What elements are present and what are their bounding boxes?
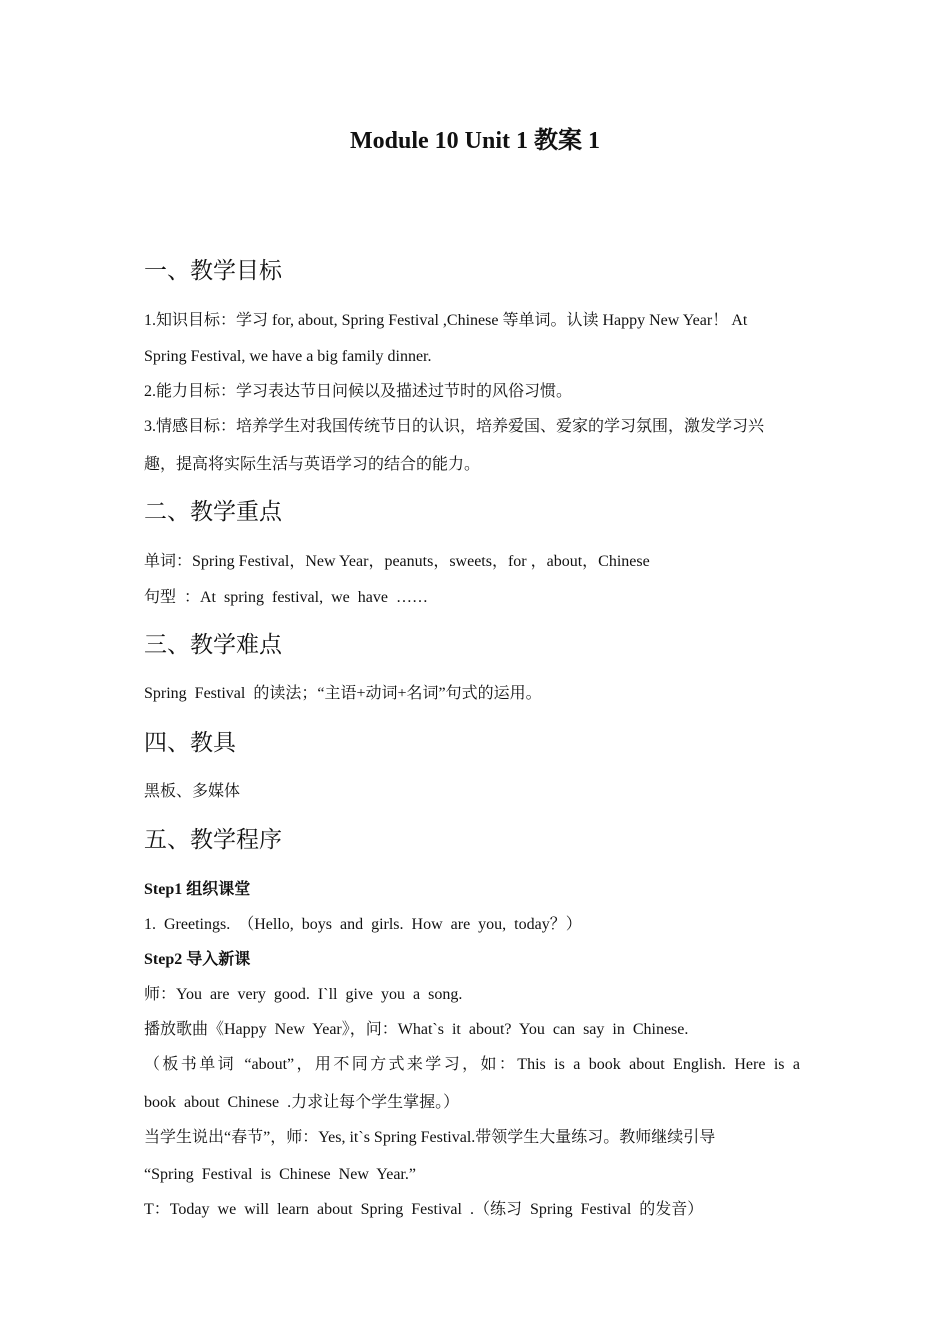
key-point-line: 单词：Spring Festival，New Year，peanuts，sweets，for ，about，Chinese (144, 553, 650, 570)
step2-line: 播放歌曲《Happy New Year》，问：What`s it about? You can say in Chinese. (144, 1021, 689, 1038)
section-heading-objectives: 一、教学目标 (144, 258, 282, 283)
objective-line: 1.知识目标：学习 for, about, Spring Festival ,Chinese 等单词。认读 Happy New Year！ At (144, 312, 748, 329)
difficulty-line: Spring Festival 的读法；“主语+动词+名词”句式的运用。 (144, 685, 542, 702)
objective-line: 趣，提高将实际生活与英语学习的结合的能力。 (144, 456, 481, 473)
step2-line: T：Today we will learn about Spring Festival .（练习 Spring Festival 的发音） (144, 1201, 704, 1218)
objective-line: 3.情感目标：培养学生对我国传统节日的认识，培养爱国、爱家的学习氛围，激发学习兴 (144, 418, 765, 435)
step2-line: “Spring Festival is Chinese New Year.” (144, 1166, 416, 1183)
step1-title: Step1 组织课堂 (144, 881, 251, 898)
step2-line: 当学生说出“春节”，师：Yes, it`s Spring Festival.带领学生大量练习。教师继续引导 (144, 1129, 716, 1146)
objective-line: 2.能力目标：学习表达节日问候以及描述过节时的风俗习惯。 (144, 383, 573, 400)
objective-line: Spring Festival, we have a big family dinner. (144, 348, 432, 365)
step2-line: book about Chinese .力求让每个学生掌握。） (144, 1094, 460, 1111)
step2-line: （板书单词 “about”，用不同方式来学习，如：This is a book about English. Here is a (144, 1056, 800, 1073)
key-point-line: 句型 ：At spring festival, we have …… (144, 589, 428, 606)
section-heading-procedure: 五、教学程序 (144, 827, 282, 852)
section-heading-key-points: 二、教学重点 (144, 499, 282, 524)
step2-title: Step2 导入新课 (144, 951, 251, 968)
section-heading-difficulties: 三、教学难点 (144, 632, 282, 657)
aids-line: 黑板、多媒体 (144, 783, 241, 800)
step1-line: 1. Greetings. （Hello, boys and girls. How are you, today？） (144, 916, 582, 933)
document-title: Module 10 Unit 1 教案 1 (349, 128, 600, 154)
section-heading-aids: 四、教具 (144, 730, 236, 755)
step2-line: 师：You are very good. I`ll give you a song. (144, 986, 463, 1003)
